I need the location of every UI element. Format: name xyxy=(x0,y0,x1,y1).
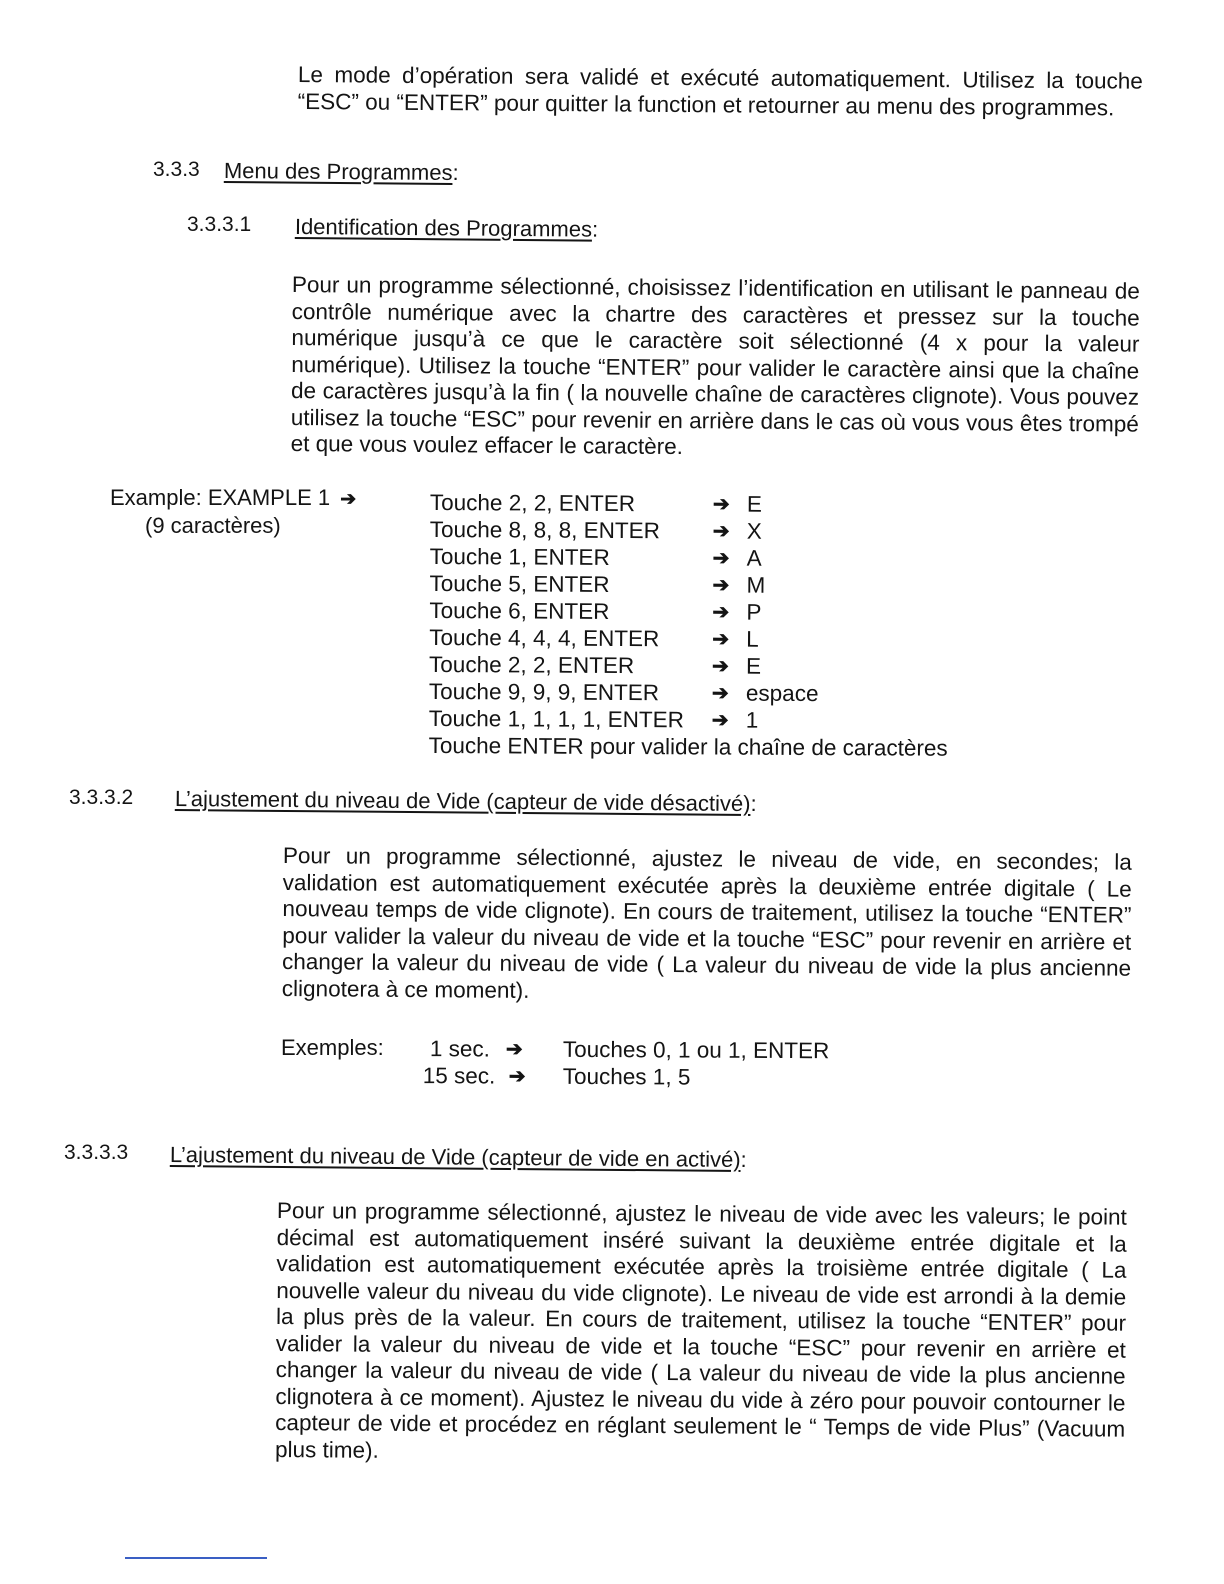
section-3332-number: 3.3.3.2 xyxy=(69,786,134,809)
section-3332-title: L’ajustement du niveau de Vide (capteur de vide désactivé) xyxy=(174,786,751,817)
example-value: 15 sec. xyxy=(422,1063,496,1089)
example-keys: Touches 1, 5 xyxy=(562,1063,691,1090)
sequence-keys: Touche 6, ENTER xyxy=(429,597,610,624)
sequence-keys: Touche 9, 9, 9, ENTER xyxy=(428,678,660,706)
example-row xyxy=(400,1063,860,1092)
section-3331-title: Identification des Programmes xyxy=(294,214,593,242)
example-arrow-icon: ➔ xyxy=(340,489,357,510)
section-3333-paragraph: Pour un programme sélectionné, ajustez le niveau de vide avec les valeurs; le point décimal est automatiquement inséré suivant la deuxième entrée digitale et la validation est automatiquement exécutée après la troisième entrée digitale ( La nouvelle valeur du niveau du vide clignote). Le niveau de vide est arrondi à la demie la plus près de la valeur. En cours de traitement, utilisez la touche “ENTER” pour valider la valeur du niveau de vide et la touche “ESC” pour revenir en arrière et changer la valeur du niveau de vide ( La valeur du niveau de vide la plus ancienne clignotera à ce moment). Ajustez le niveau du vide à zéro pour pouvoir contourner le capteur de vide et procédez en réglant seulement le “ Temps de vide Plus” (Vacuum plus time). xyxy=(274,1198,1127,1463)
arrow-right-icon: ➔ xyxy=(711,709,729,732)
arrow-right-icon: ➔ xyxy=(712,574,730,597)
section-3333-title: L’ajustement du niveau de Vide (capteur de vide en activé) xyxy=(169,1142,741,1172)
sequence-keys: Touche 2, 2, ENTER xyxy=(429,651,635,679)
sequence-keys: Touche 2, 2, ENTER xyxy=(429,490,636,517)
arrow-right-icon: ➔ xyxy=(712,601,730,624)
section-3331-colon: : xyxy=(591,216,599,242)
examples-label: Exemples: xyxy=(281,1035,384,1060)
example-char-count: (9 caractères) xyxy=(145,513,281,538)
sequence-result: A xyxy=(746,545,762,571)
arrow-right-icon: ➔ xyxy=(505,1038,523,1061)
sequence-result: X xyxy=(746,518,762,544)
sequence-keys: Touche 8, 8, 8, ENTER xyxy=(429,516,660,544)
section-333-number: 3.3.3 xyxy=(153,158,200,181)
example-keys: Touches 0, 1 ou 1, ENTER xyxy=(562,1036,830,1064)
example-label: Example: EXAMPLE 1 xyxy=(110,485,331,510)
examples-list xyxy=(400,1036,860,1098)
sequence-result: E xyxy=(746,491,763,517)
intro-paragraph: Le mode d’opération sera validé et exécuté automatiquement. Utilisez la touche “ESC” ou “ENTER” pour quitter la function et retourner au menu des programmes. xyxy=(297,62,1143,120)
section-333-colon: : xyxy=(452,159,459,186)
section-3331-number: 3.3.3.1 xyxy=(187,213,252,236)
section-3332-colon: : xyxy=(750,791,757,817)
sequence-result: L xyxy=(746,626,759,652)
arrow-right-icon: ➔ xyxy=(712,493,730,516)
sequence-result: M xyxy=(746,572,766,598)
example-sequence-list xyxy=(429,490,990,778)
arrow-right-icon: ➔ xyxy=(712,520,730,543)
sequence-keys: Touche 1, ENTER xyxy=(429,543,610,570)
section-3332-paragraph: Pour un programme sélectionné, ajustez le niveau de vide, en secondes; la validation est automatiquement exécutée après la deuxième entrée digitale ( Le nouveau temps de vide clignote). En cours de traitement, utilisez la touche “ENTER” pour valider la valeur du niveau de vide et la touche “ESC” pour revenir en arrière et changer la valeur du niveau de vide ( La valeur du niveau de vide la plus ancienne clignotera à ce moment). xyxy=(281,843,1132,1003)
sequence-result: P xyxy=(746,599,762,625)
section-3333-number: 3.3.3.3 xyxy=(64,1141,129,1164)
section-3331-paragraph: Pour un programme sélectionné, choisissez l’identification en utilisant le panneau de contrôle numérique avec la chartre des caractères et pressez sur la touche numérique jusqu’à ce que le caractère soit sélectionné (4 x pour la valeur numérique). Utilisez la touche “ENTER” pour valider le caractère ainsi que la chaîne de caractères jusqu’à la fin ( la nouvelle chaîne de caractères clignote). Vous pouvez utilisez la touche “ESC” pour revenir en arrière dans le cas où vous vous êtes trompé et que vous voulez effacer le caractère. xyxy=(290,272,1140,460)
arrow-right-icon: ➔ xyxy=(712,547,730,570)
arrow-right-icon: ➔ xyxy=(711,682,729,705)
sequence-result: E xyxy=(746,653,762,679)
example-value: 1 sec. xyxy=(429,1036,491,1062)
example-row xyxy=(400,1036,860,1065)
arrow-right-icon: ➔ xyxy=(712,655,729,678)
footnote-separator xyxy=(125,1557,267,1559)
sequence-keys: Touche 4, 4, 4, ENTER xyxy=(429,624,660,652)
arrow-right-icon: ➔ xyxy=(508,1065,526,1088)
section-333-title: Menu des Programmes xyxy=(223,158,453,185)
sequence-keys: Touche 5, ENTER xyxy=(429,570,610,597)
sequence-keys: Touche 1, 1, 1, 1, ENTER xyxy=(428,705,684,733)
arrow-right-icon: ➔ xyxy=(712,628,730,651)
sequence-result: espace xyxy=(745,680,819,707)
sequence-result: 1 xyxy=(745,707,759,733)
sequence-final-text: Touche ENTER pour valider la chaîne de caractères xyxy=(428,732,948,761)
section-3333-colon: : xyxy=(740,1146,747,1173)
